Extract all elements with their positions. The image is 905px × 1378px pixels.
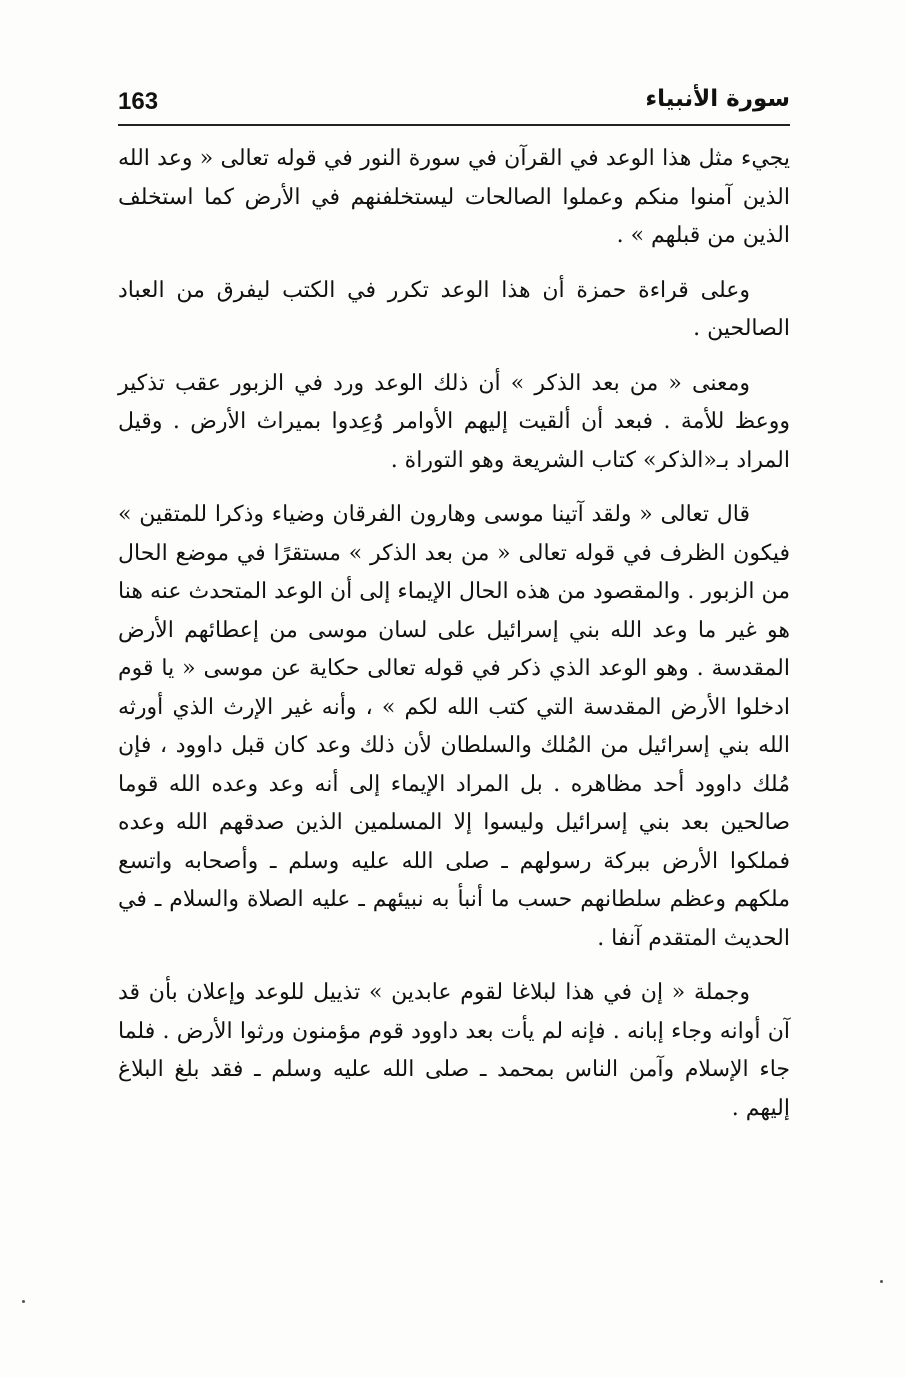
header-divider xyxy=(118,124,790,126)
paragraph-4: قال تعالى « ولقد آتينا موسى وهارون الفرقان وضياء وذكرا للمتقين » فيكون الظرف في قوله تعالى « من بعد الذكر » مستقرًا في موضع الحال من الزبور . والمقصود من هذه الحال الإيماء إلى أن الوعد المتحدث عنه هنا هو غير ما وعد الله بني إسرائيل على لسان موسى من إعطائهم الأرض المقدسة . وهو الوعد الذي ذكر في قوله تعالى حكاية عن موسى « يا قوم ادخلوا الأرض المقدسة التي كتب الله لكم » ، وأنه غير الإرث الذي أورثه الله بني إسرائيل من المُلك والسلطان لأن ذلك وعد كان قبل داوود ، فإن مُلك داوود أحد مظاهره . بل المراد الإيماء إلى أنه وعد وعده الله قوما صالحين بعد بني إسرائيل وليسوا إلا المسلمين الذين صدقهم الله وعده فملكوا الأرض ببركة رسولهم ـ صلى الله عليه وسلم ـ وأصحابه واتسع ملكهم وعظم سلطانهم حسب ما أنبأ به نبيئهم ـ عليه الصلاة والسلام ـ في الحديث المتقدم آنفا . xyxy=(118,502,790,951)
paragraph-2: وعلى قراءة حمزة أن هذا الوعد تكرر في الكتب ليفرق من العباد الصالحين . xyxy=(118,277,790,341)
page-header xyxy=(118,86,790,120)
paragraph-5: وجملة « إن في هذا لبلاغا لقوم عابدين » تذييل للوعد وإعلان بأن قد آن أوانه وجاء إبانه . فإنه لم يأت بعد داوود قوم مؤمنون ورثوا الأرض . فلما جاء الإسلام وآمن الناس بمحمد ـ صلى الله عليه وسلم ـ فقد بلغ البلاغ إليهم . xyxy=(118,980,790,1121)
paragraph-1: يجيء مثل هذا الوعد في القرآن في سورة النور في قوله تعالى « وعد الله الذين آمنوا منكم وعملوا الصالحات ليستخلفنهم في الأرض كما استخلف الذين من قبلهم » . xyxy=(118,146,790,248)
scan-speck xyxy=(22,1300,25,1303)
scan-speck xyxy=(880,1280,883,1283)
running-title: سورة الأنبياء xyxy=(645,86,790,112)
body-text xyxy=(118,140,790,1128)
page-number: 163 xyxy=(118,88,159,115)
paragraph-3: ومعنى « من بعد الذكر » أن ذلك الوعد ورد في الزبور عقب تذكير ووعظ للأمة . فبعد أن ألقيت إليهم الأوامر وُعِدوا بميراث الأرض . وقيل المراد بـ«الذكر» كتاب الشريعة وهو التوراة . xyxy=(118,370,790,473)
